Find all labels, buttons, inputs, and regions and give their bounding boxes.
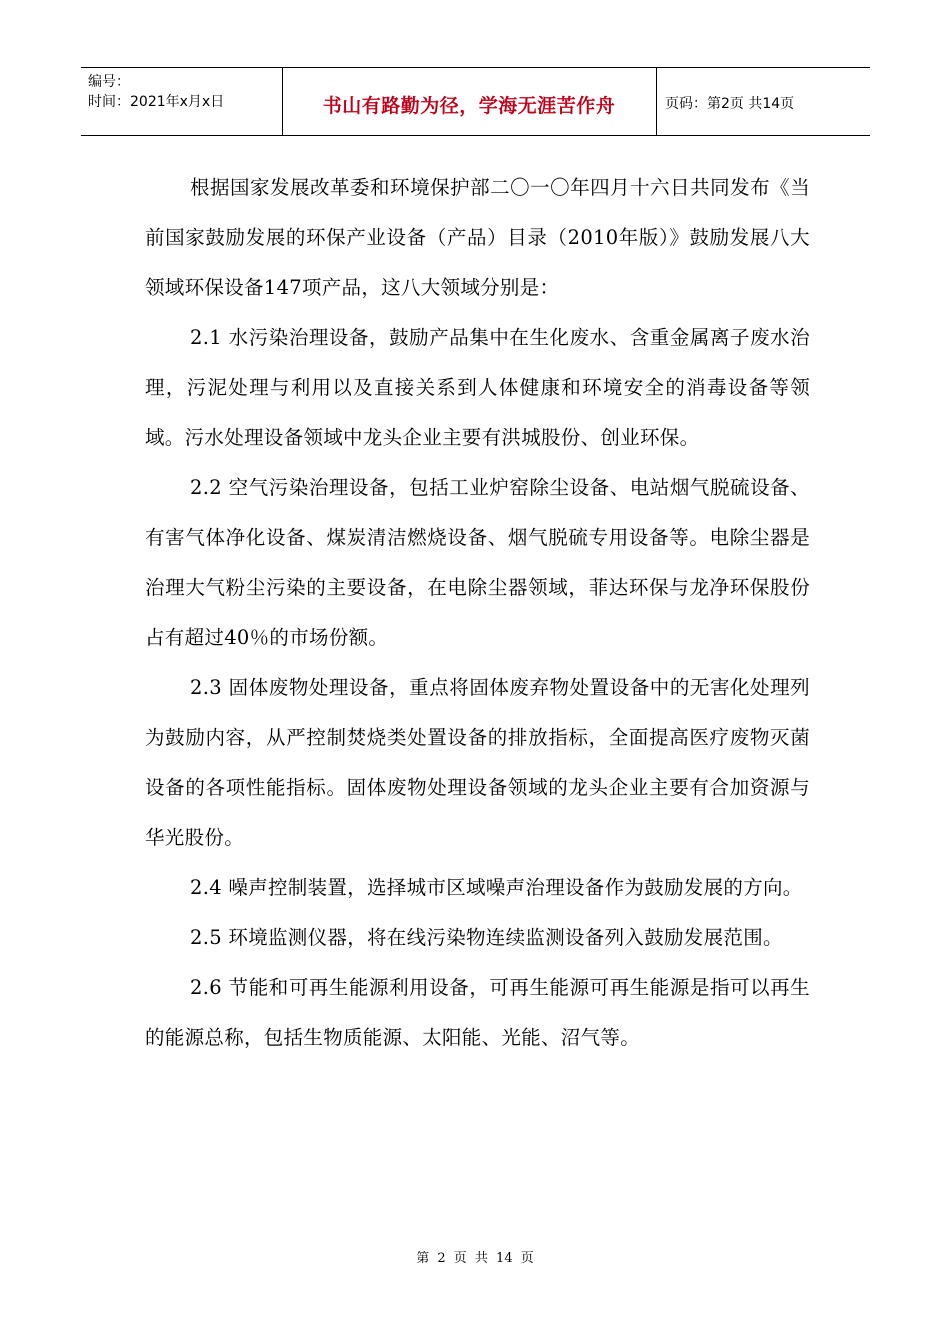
intro-paragraph: 根据国家发展改革委和环境保护部二〇一〇年四月十六日共同发布《当前国家鼓励发展的环保产业设备（产品）目录（2010年版）》鼓励发展八大领域环保设备147项产品，这八大领域分别是： [145, 176, 810, 299]
header-meta [88, 72, 224, 112]
footer-page-indicator: 第 2 页 共 14 页 [416, 1251, 534, 1266]
header-top-rule [81, 67, 870, 68]
document-date: 时间：2021年x月x日 [88, 94, 225, 110]
section-2-1-water-pollution: 2.1 水污染治理设备，鼓励产品集中在生化废水、含重金属离子废水治理，污泥处理与利用以及直接关系到人体健康和环境安全的消毒设备等领域。污水处理设备领域中龙头企业主要有洪城股份、创业环保。 [145, 326, 810, 449]
section-2-5-monitoring: 2.5 环境监测仪器，将在线污染物连续监测设备列入鼓励发展范围。 [190, 926, 783, 949]
section-2-2-air-pollution: 2.2 空气污染治理设备，包括工业炉窑除尘设备、电站烟气脱硫设备、有害气体净化设备、煤炭清洁燃烧设备、烟气脱硫专用设备等。电除尘器是治理大气粉尘污染的主要设备，在电除尘器领域，菲达环保与龙净环保股份占有超过40％的市场份额。 [145, 476, 810, 649]
document-body [145, 163, 810, 1063]
section-2-3-solid-waste: 2.3 固体废物处理设备，重点将固体废弃物处置设备中的无害化处理列为鼓励内容，从严控制焚烧类处置设备的排放指标，全面提高医疗废物灭菌设备的各项性能指标。固体废物处理设备领域的龙头企业主要有合加资源与华光股份。 [145, 676, 810, 849]
section-2-6-renewable-energy: 2.6 节能和可再生能源利用设备，可再生能源可再生能源是指可以再生的能源总称，包括生物质能源、太阳能、光能、沼气等。 [145, 976, 810, 1049]
header-page-number: 页码：第2页 共14页 [665, 96, 795, 112]
header-motto: 书山有路勤为径，学海无涯苦作舟 [322, 95, 616, 117]
document-number: 编号： [88, 74, 130, 90]
header-right-divider [656, 67, 657, 135]
header-bottom-rule [81, 135, 870, 136]
section-2-4-noise-control: 2.4 噪声控制装置，选择城市区域噪声治理设备作为鼓励发展的方向。 [190, 876, 803, 899]
